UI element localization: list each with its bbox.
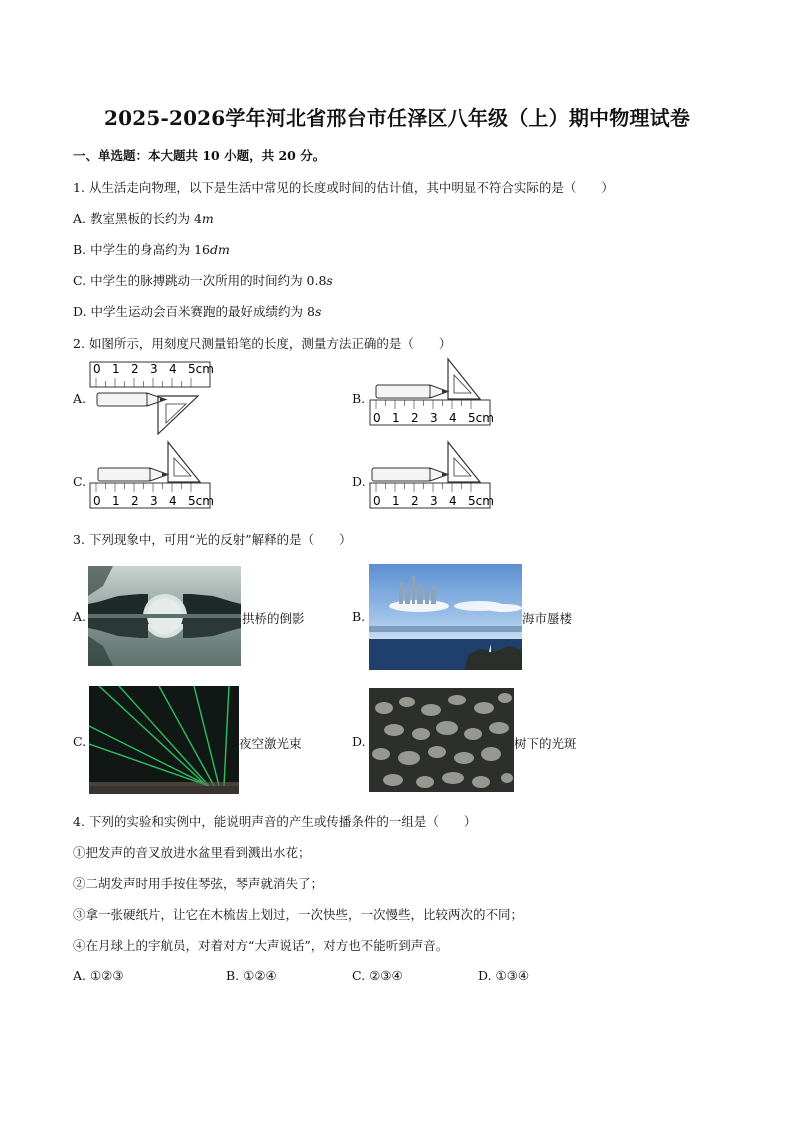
q4-option-c: C. ②③④: [352, 968, 403, 983]
q4-statement-3: ③拿一张硬纸片，让它在木梳齿上划过，一次快些，一次慢些，比较两次的不同；: [73, 907, 524, 922]
tick-label: 4: [449, 411, 457, 425]
tick-label: 3: [430, 494, 438, 508]
q1-option-c: C. 中学生的脉搏跳动一次所用的时间约为 0.8s: [73, 273, 333, 288]
q2-label-b: B.: [352, 391, 366, 406]
tick-label: 5cm: [468, 494, 494, 508]
q3-label-d: D.: [352, 734, 366, 749]
q1-option-a: A. 教室黑板的长约为 4m: [73, 211, 214, 226]
light-spots-photo: [369, 688, 514, 792]
tick-label: 0: [373, 494, 381, 508]
tick-label: 3: [150, 362, 158, 376]
ruler-figure-c: [88, 440, 218, 515]
q1-option-d: D. 中学生运动会百米赛跑的最好成绩约为 8s: [73, 304, 322, 319]
tick-label: 2: [131, 494, 139, 508]
tick-label: 0: [93, 494, 101, 508]
tick-label: 5cm: [188, 362, 214, 376]
tick-label: 0: [93, 362, 101, 376]
arch-bridge-photo: [88, 566, 241, 666]
q2-label-a: A.: [73, 391, 87, 406]
q3-caption-d: 树下的光斑: [514, 736, 577, 751]
section-heading: 一、单选题：本大题共 10 小题，共 20 分。: [73, 148, 326, 163]
tick-label: 3: [150, 494, 158, 508]
tick-label: 4: [169, 494, 177, 508]
q3-caption-a: 拱桥的倒影: [242, 611, 305, 626]
q2-label-c: C.: [73, 474, 87, 489]
q3-caption-b: 海市蜃楼: [522, 611, 573, 626]
ruler-figure-d: [368, 440, 498, 515]
q4-stem: 4. 下列的实验和实例中，能说明声音的产生或传播条件的一组是（ ）: [73, 814, 477, 829]
tick-label: 1: [112, 494, 120, 508]
q4-option-a: A. ①②③: [73, 968, 124, 983]
page-title: 2025-2026学年河北省邢台市任泽区八年级（上）期中物理试卷: [103, 106, 691, 130]
tick-label: 0: [373, 411, 381, 425]
ruler-figure-b: [368, 357, 498, 432]
q4-statement-4: ④在月球上的宇航员，对着对方“大声说话”，对方也不能听到声音。: [73, 938, 449, 953]
q4-option-b: B. ①②④: [226, 968, 277, 983]
q3-stem: 3. 下列现象中，可用“光的反射”解释的是（ ）: [73, 532, 352, 547]
q3-caption-c: 夜空激光束: [239, 736, 302, 751]
tick-label: 5cm: [468, 411, 494, 425]
tick-label: 4: [449, 494, 457, 508]
q3-label-b: B.: [352, 609, 366, 624]
tick-label: 1: [112, 362, 120, 376]
mirage-photo: [369, 564, 522, 670]
tick-label: 5cm: [188, 494, 214, 508]
tick-label: 2: [131, 362, 139, 376]
tick-label: 2: [411, 494, 419, 508]
q2-label-d: D.: [352, 474, 366, 489]
tick-label: 3: [430, 411, 438, 425]
q1-option-b: B. 中学生的身高约为 16dm: [73, 242, 230, 257]
q4-option-d: D. ①③④: [478, 968, 530, 983]
q4-statement-2: ②二胡发声时用手按住琴弦，琴声就消失了；: [73, 876, 324, 891]
q3-label-a: A.: [73, 609, 87, 624]
ruler-figure-a: [88, 360, 218, 435]
laser-beam-photo: [89, 686, 239, 794]
tick-label: 1: [392, 494, 400, 508]
q3-label-c: C.: [73, 734, 87, 749]
tick-label: 4: [169, 362, 177, 376]
tick-label: 2: [411, 411, 419, 425]
tick-label: 1: [392, 411, 400, 425]
q4-statement-1: ①把发声的音叉放进水盆里看到溅出水花；: [73, 845, 311, 860]
q2-stem: 2. 如图所示，用刻度尺测量铅笔的长度，测量方法正确的是（ ）: [73, 336, 452, 351]
q1-stem: 1. 从生活走向物理，以下是生活中常见的长度或时间的估计值，其中明显不符合实际的是（ ）: [73, 180, 614, 195]
